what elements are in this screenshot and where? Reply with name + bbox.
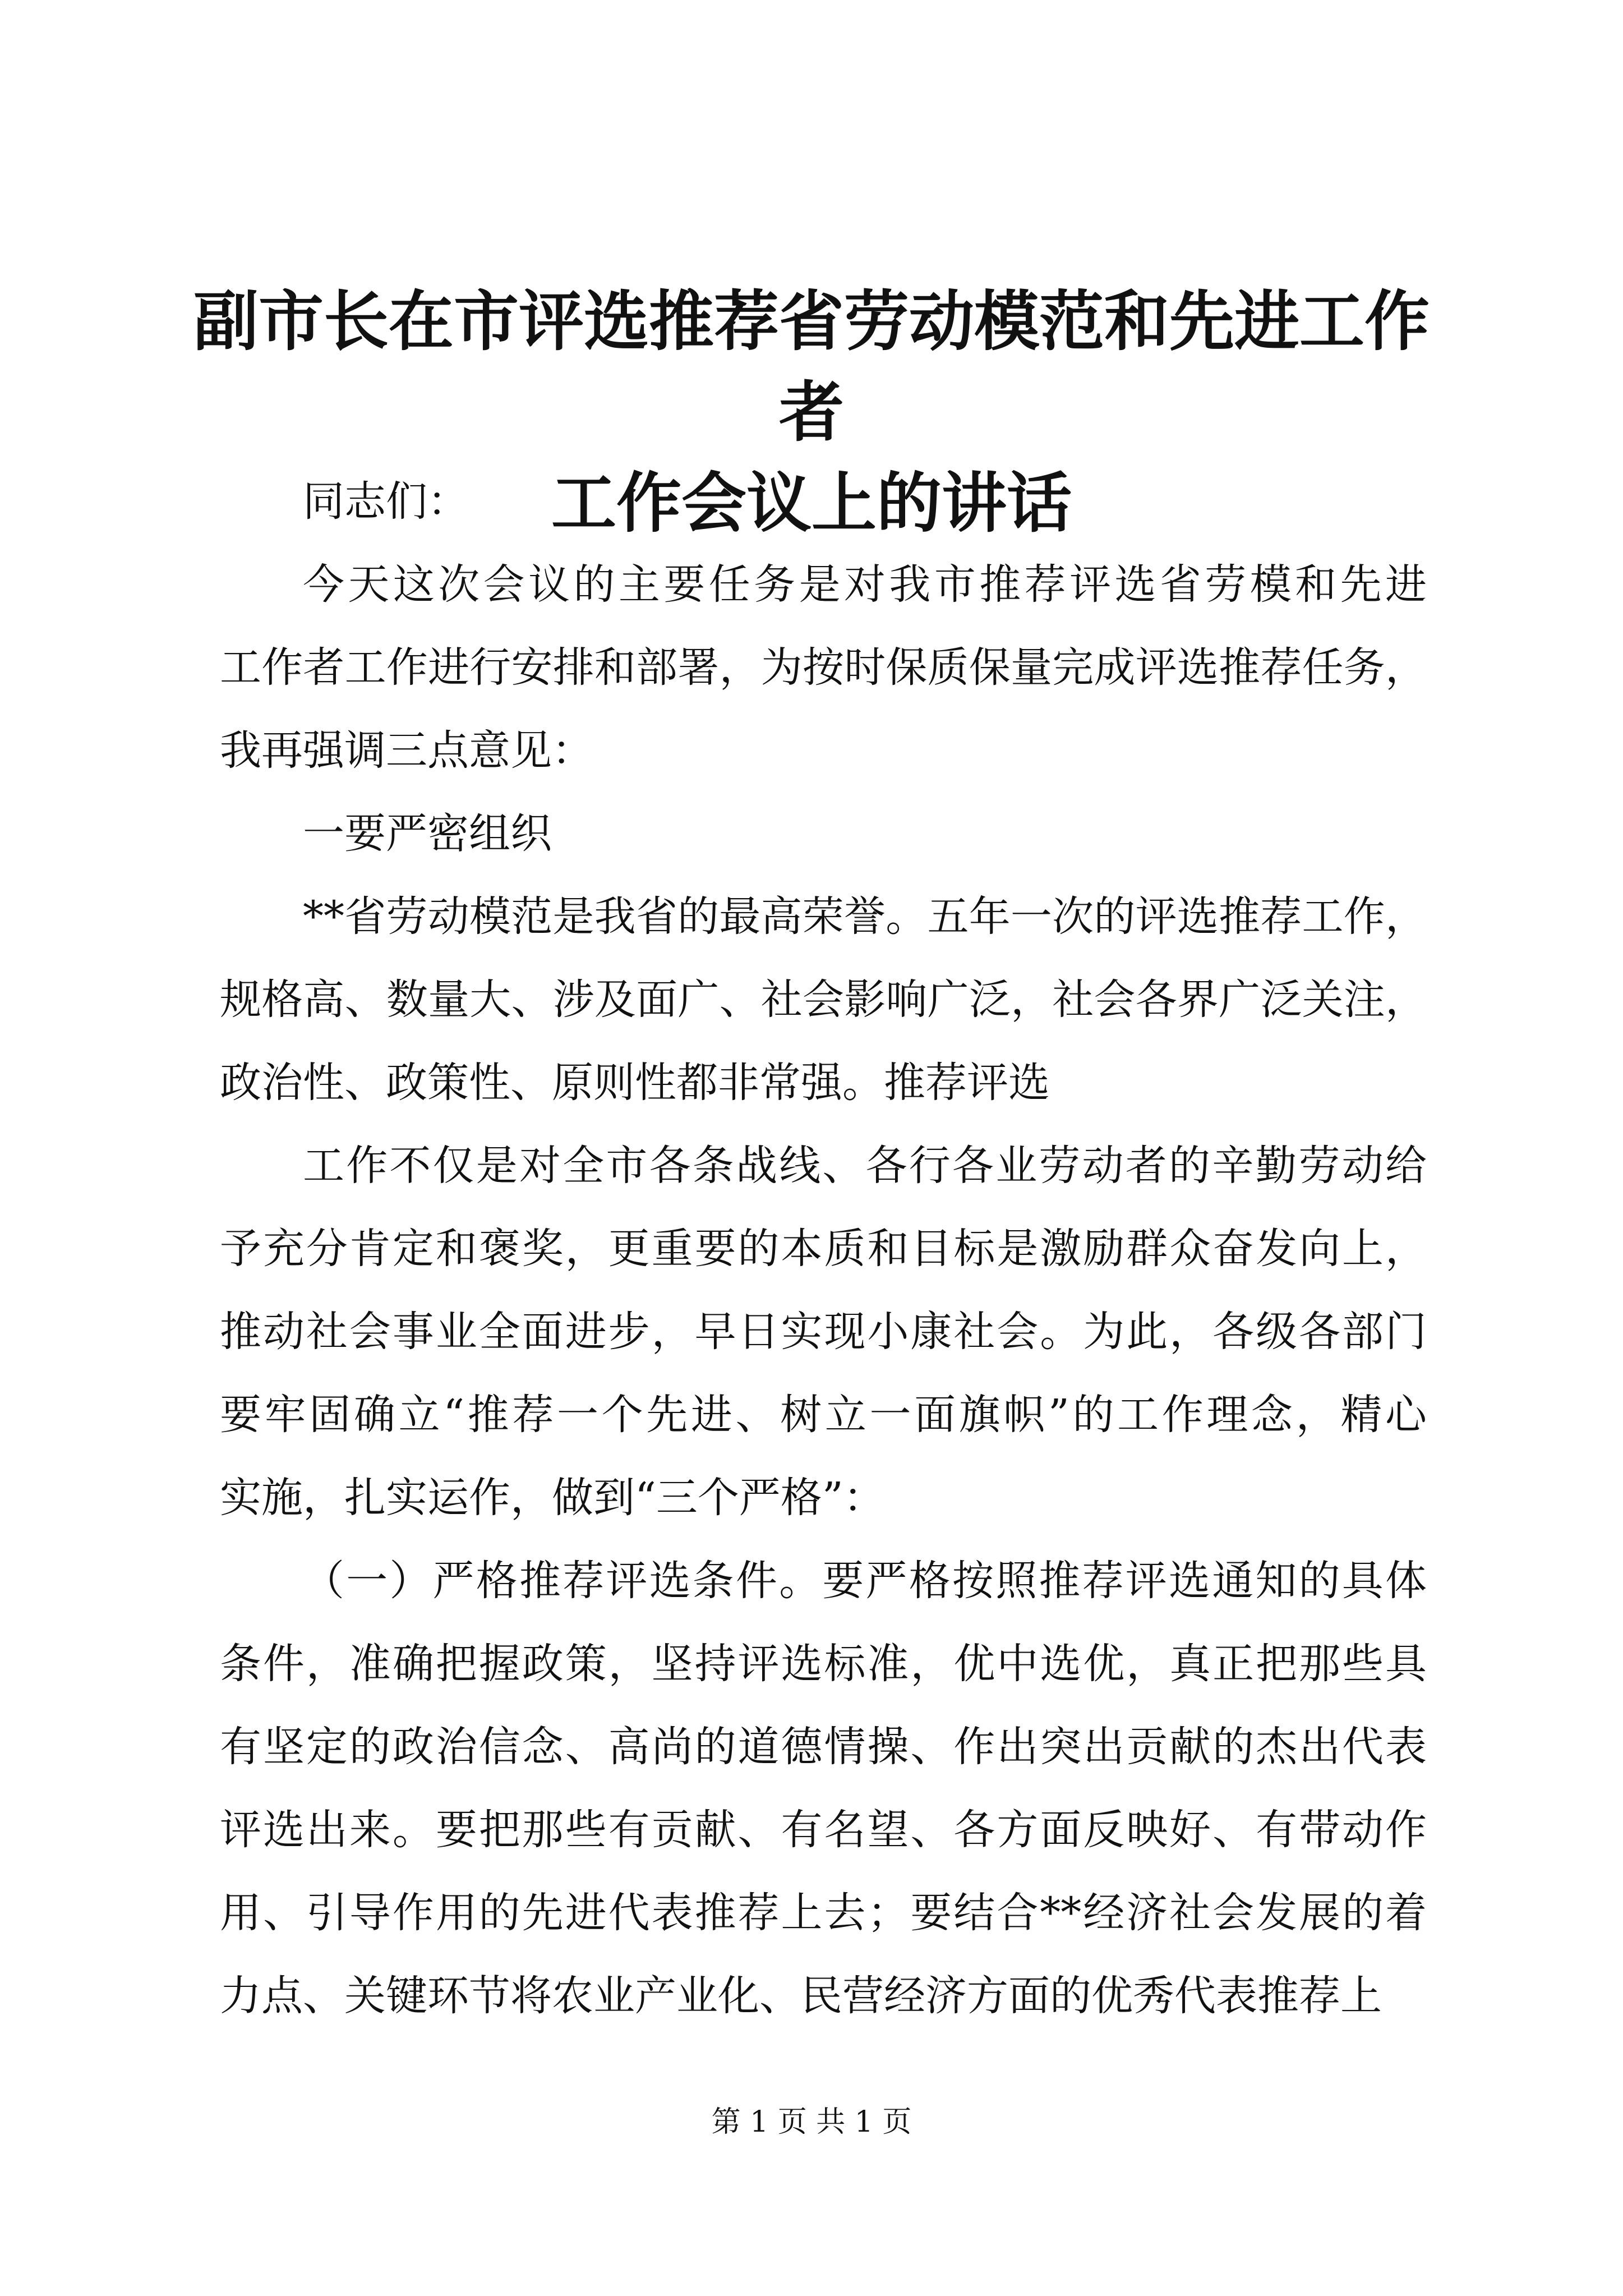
body-paragraph [220, 792, 1427, 875]
paragraph-line: （一）严格推荐评选条件。要严格按照推荐评选通知的具体 [303, 1557, 1427, 1605]
paragraph-line: 同志们： [303, 477, 469, 526]
paragraph-line: **省劳动模范是我省的最高荣誉。五年一次的评选推荐工作， [303, 892, 1427, 941]
body-paragraph [220, 460, 1427, 543]
paragraph-line: 政治性、政策性、原则性都非常强。推荐评选 [220, 1059, 1050, 1107]
paragraph-line: 一要严密组织 [303, 809, 552, 858]
paragraph-line: 条件，准确把握政策，坚持评选标准，优中选优，真正把那些具 [220, 1640, 1427, 1688]
paragraph-line: 推动社会事业全面进步，早日实现小康社会。为此，各级各部门 [220, 1308, 1427, 1356]
title-line-2: 工作会议上的讲话 [551, 465, 1072, 541]
paragraph-line: 有坚定的政治信念、高尚的道德情操、作出突出贡献的杰出代表 [220, 1723, 1427, 1771]
body-paragraph [220, 1539, 1427, 2037]
paragraph-line: 实施，扎实运作，做到“三个严格”： [220, 1474, 885, 1522]
paragraph-line: 今天这次会议的主要任务是对我市推荐评选省劳模和先进 [303, 560, 1427, 609]
document-body [220, 460, 1427, 2037]
body-paragraph [220, 1124, 1427, 1539]
paragraph-line: 工作不仅是对全市各条战线、各行各业劳动者的辛勤劳动给 [303, 1142, 1427, 1190]
paragraph-line: 要牢固确立“推荐一个先进、树立一面旗帜”的工作理念，精心 [220, 1391, 1427, 1439]
body-paragraph [220, 543, 1427, 792]
title-line-1: 副市长在市评选推荐省劳动模范和先进工作者 [193, 283, 1430, 450]
paragraph-line: 评选出来。要把那些有贡献、有名望、各方面反映好、有带动作 [220, 1806, 1427, 1854]
body-paragraph [220, 875, 1427, 1124]
paragraph-line: 用、引导作用的先进代表推荐上去；要结合**经济社会发展的着 [220, 1889, 1427, 1937]
paragraph-line: 工作者工作进行安排和部署，为按时保质保量完成评选推荐任务， [220, 643, 1427, 692]
paragraph-line: 规格高、数量大、涉及面广、社会影响广泛，社会各界广泛关注， [220, 976, 1427, 1024]
paragraph-line: 予充分肯定和褒奖，更重要的本质和目标是激励群众奋发向上， [220, 1225, 1427, 1273]
paragraph-line: 我再强调三点意见： [220, 726, 593, 775]
page-footer: 第 1 页 共 1 页 [711, 2105, 912, 2139]
paragraph-line: 力点、关键环节将农业产业化、民营经济方面的优秀代表推荐上 [220, 1972, 1382, 2020]
